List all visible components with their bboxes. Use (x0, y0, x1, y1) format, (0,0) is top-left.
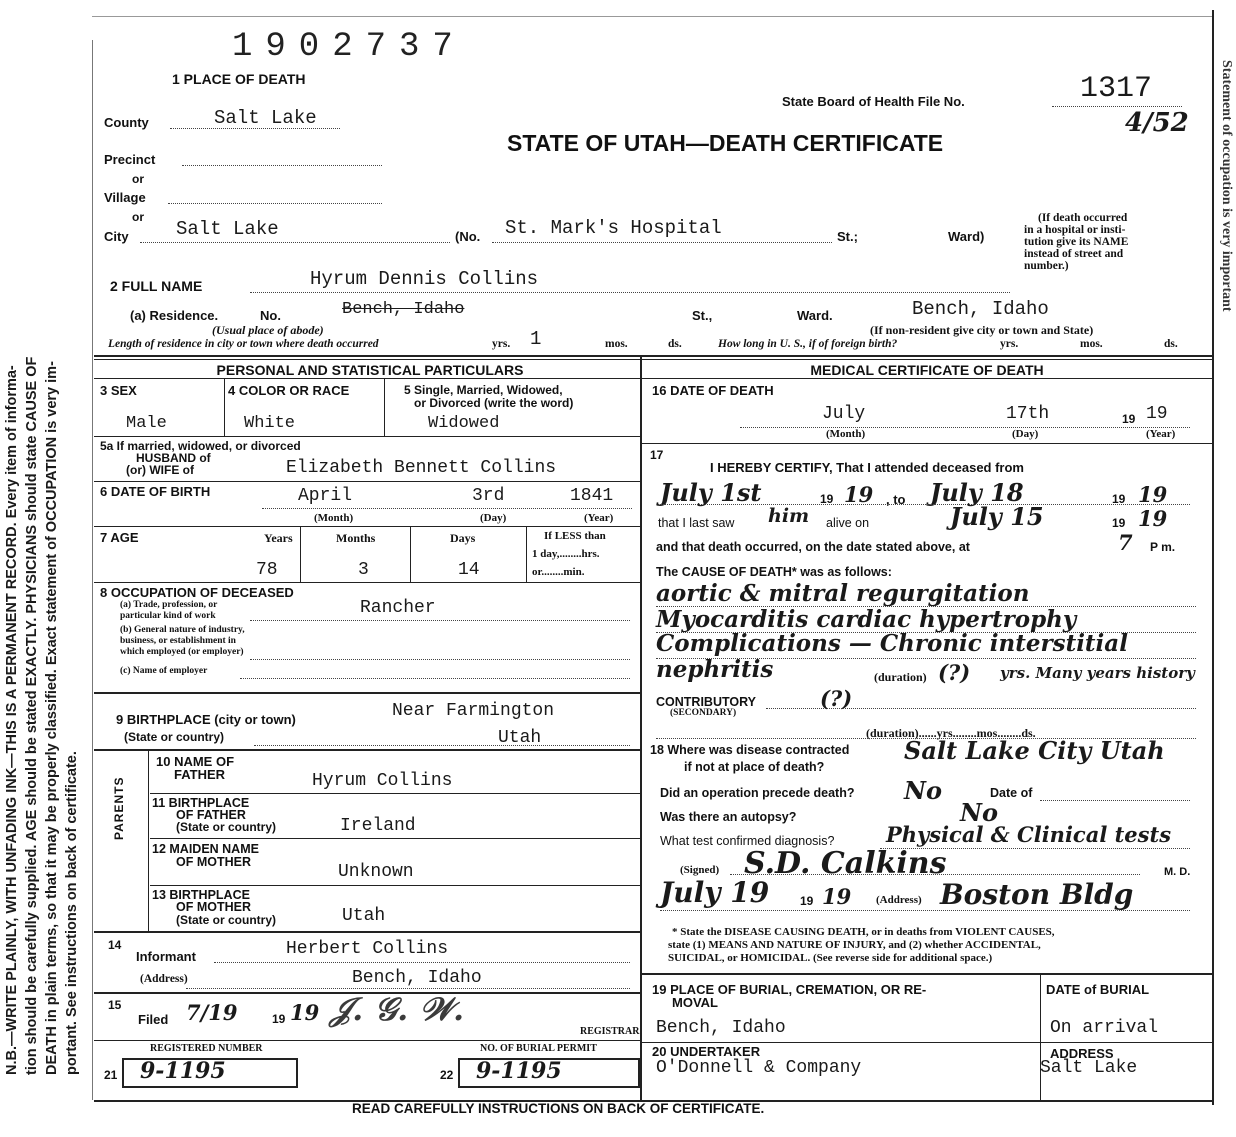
contracted-label-2: if not at place of death? (684, 760, 825, 774)
age-days-label: Days (450, 531, 476, 545)
us-mos-label: mos. (1080, 338, 1103, 350)
length-mos-label: mos. (605, 338, 628, 350)
contributory-value: (?) (820, 686, 853, 711)
full-name-label: 2 FULL NAME (110, 278, 203, 294)
hospital-value: St. Mark's Hospital (505, 217, 722, 239)
age-days-value: 14 (458, 560, 480, 580)
file-no: 1317 (1080, 72, 1153, 106)
county-label: County (104, 115, 149, 130)
burial-place-value: Bench, Idaho (656, 1018, 786, 1038)
informant-address-label: (Address) (140, 973, 188, 985)
city-label: City (104, 229, 129, 244)
informant-value: Herbert Collins (286, 939, 449, 959)
certify-number: 17 (650, 448, 664, 462)
sign-date-value: July 19 (660, 876, 770, 909)
burial-permit-prefix: 22 (440, 1068, 454, 1082)
death-hour-value: 7 (1118, 530, 1133, 555)
city-value: Salt Lake (176, 218, 279, 240)
street-no-label: (No. (455, 229, 481, 244)
or-label-1: or (132, 172, 144, 186)
death-day-value: 17th (1006, 404, 1050, 424)
father-birthplace-value: Ireland (340, 816, 416, 836)
mother-label-2: OF MOTHER (176, 855, 251, 869)
death-month-value: July (822, 404, 866, 424)
undertaker-address-label: ADDRESS (1050, 1046, 1114, 1061)
street-label: St.; (837, 229, 858, 244)
county-value: Salt Lake (214, 107, 317, 129)
age-years-value: 78 (256, 560, 278, 580)
margin-line-1: N.B.—WRITE PLAINLY, WITH UNFADING INK—THIS IS A PERMANENT RECORD. Every item of informa- (4, 365, 20, 1075)
margin-line-2: tion should be carefully supplied. AGE should be stated EXACTLY. PHYSICIANS should state CAUSE OF (24, 356, 40, 1075)
autopsy-value: No (960, 798, 998, 827)
us-ds-label: ds. (1164, 338, 1178, 350)
frame-left (92, 40, 93, 1100)
operation-value: No (904, 776, 942, 805)
occupation-value: Rancher (360, 598, 436, 618)
md-label: M. D. (1164, 866, 1191, 878)
cause-line-2: Myocarditis cardiac hypertrophy (656, 606, 1077, 633)
last-saw-value: July 15 (950, 502, 1044, 531)
spouse-value: Elizabeth Bennett Collins (286, 458, 557, 478)
footnote-line-1: * State the DISEASE CAUSING DEATH, or in deaths from VIOLENT CAUSES, (672, 926, 1055, 938)
length-residence-label: Length of residence in city or town where death occurred (108, 338, 379, 350)
race-value: White (244, 414, 296, 433)
burial-label-2: MOVAL (672, 995, 718, 1010)
dob-month-label: (Month) (314, 512, 354, 524)
last-saw-label: that I last saw (658, 516, 735, 530)
doctor-address-value: Boston Bldg (940, 878, 1134, 911)
date-of-label: Date of (990, 786, 1033, 800)
or-label-2: or (132, 210, 144, 224)
duration-2-label: (duration)......yrs........mos........ds. (866, 726, 1036, 740)
cause-label: The CAUSE OF DEATH* was as follows: (656, 565, 892, 579)
age-years-label: Years (264, 531, 293, 545)
full-name-value: Hyrum Dennis Collins (310, 268, 539, 290)
father-birthplace-label-1: 11 BIRTHPLACE (152, 796, 250, 810)
to-year-value: 19 (1138, 482, 1168, 507)
age-months-label: Months (336, 531, 376, 545)
occurred-label: and that death occurred, on the date stated above, at (656, 540, 970, 554)
duration-value: (?) (938, 660, 971, 685)
mother-birthplace-label-2: OF MOTHER (176, 900, 251, 914)
death-year-label: (Year) (1146, 428, 1176, 440)
burial-label-1: 19 PLACE OF BURIAL, CREMATION, OR RE- (652, 982, 927, 997)
signed-label: (Signed) (680, 864, 720, 876)
marital-value: Widowed (428, 414, 500, 433)
age-months-value: 3 (358, 560, 369, 580)
informant-label: Informant (136, 949, 196, 964)
attended-to-value: July 18 (930, 478, 1024, 507)
informant-number: 14 (108, 938, 122, 952)
informant-address-value: Bench, Idaho (352, 968, 482, 988)
filed-year-label: 19 (272, 1012, 286, 1026)
signed-value: S.D. Calkins (744, 846, 947, 881)
filed-label: Filed (138, 1012, 169, 1027)
margin-line-4: portant. See instructions on back of certificate. (64, 751, 80, 1075)
length-yrs-label: yrs. (492, 338, 511, 350)
burial-date-label: DATE of BURIAL (1046, 982, 1150, 997)
birthplace-label: 9 BIRTHPLACE (city or town) (116, 712, 296, 727)
margin-line-3: DEATH in plain terms, so that it may be properly classified. Exact statement of OCCUPATION is very im- (44, 361, 60, 1075)
dob-month-value: April (298, 486, 353, 506)
file-no-extra: 4/52 (1125, 108, 1189, 138)
mother-value: Unknown (338, 862, 414, 882)
age-less-label-3: or........min. (532, 566, 585, 578)
us-yrs-label: yrs. (1000, 338, 1019, 350)
sign-year-prefix: 19 (800, 894, 814, 908)
undertaker-label: 20 UNDERTAKER (652, 1044, 761, 1059)
birthplace-state-value: Utah (498, 728, 542, 748)
contributory-label: CONTRIBUTORY (656, 695, 756, 709)
saw-year-prefix: 19 (1112, 516, 1126, 530)
length-ds-label: ds. (668, 338, 682, 350)
marital-label-2: or Divorced (write the word) (414, 396, 574, 410)
dob-day-label: (Day) (480, 512, 507, 524)
test-value: Physical & Clinical tests (886, 822, 1172, 847)
attended-from-value: July 1st (660, 478, 762, 507)
spouse-label-3: (or) WIFE of (126, 463, 194, 477)
registered-number-label: REGISTERED NUMBER (150, 1043, 263, 1054)
death-year-value: 19 (1146, 404, 1168, 424)
footer-instructions: READ CAREFULLY INSTRUCTIONS ON BACK OF CERTIFICATE. (352, 1101, 765, 1116)
mother-birthplace-value: Utah (342, 906, 386, 926)
operation-label: Did an operation precede death? (660, 786, 855, 800)
burial-date-value: On arrival (1050, 1018, 1159, 1038)
occupation-label: 8 OCCUPATION OF DECEASED (100, 585, 294, 600)
birthplace-state-label: (State or country) (124, 730, 225, 744)
occ-c-label: (c) Name of employer (120, 666, 208, 676)
occ-b-label-1: (b) General nature of industry, (120, 625, 245, 635)
footnote-line-3: SUICIDAL, or HOMICIDAL. (See reverse side for additional space.) (668, 952, 993, 964)
residence-label: (a) Residence. (130, 308, 219, 323)
sign-year-value: 19 (822, 884, 852, 909)
father-birthplace-label-3: (State or country) (176, 820, 277, 834)
residence-ward-label: Ward. (797, 308, 833, 323)
father-label-1: 10 NAME OF (156, 754, 235, 769)
sex-label: 3 SEX (100, 383, 137, 398)
burial-permit-label: NO. OF BURIAL PERMIT (480, 1043, 597, 1054)
father-label-2: FATHER (174, 767, 226, 782)
registered-number-prefix: 21 (104, 1068, 118, 1082)
test-label: What test confirmed diagnosis? (660, 834, 835, 848)
date-of-death-label: 16 DATE OF DEATH (652, 383, 774, 398)
dob-year-label: (Year) (584, 512, 614, 524)
cause-line-3: Complications — Chronic interstitial (656, 630, 1128, 657)
residence-struck-value: Bench, Idaho (342, 300, 465, 319)
usual-abode-label: (Usual place of abode) (212, 323, 324, 337)
mother-birthplace-label-3: (State or country) (176, 913, 277, 927)
death-month-label: (Month) (826, 428, 866, 440)
age-less-label-2: 1 day,........hrs. (532, 548, 600, 560)
secondary-label: (SECONDARY) (670, 708, 737, 718)
marital-label-1: 5 Single, Married, Widowed, (404, 383, 563, 397)
hospital-note: (If death occurred in a hospital or insti- tution give its NAME instead of street and number.) (1024, 212, 1129, 272)
top-number: 1902737 (232, 28, 466, 66)
cause-line-4: nephritis (656, 656, 774, 683)
us-length-label: How long in U. S., if of foreign birth? (718, 338, 898, 350)
death-year-prefix: 19 (1122, 412, 1136, 426)
personal-header: PERSONAL AND STATISTICAL PARTICULARS (216, 362, 524, 378)
frame-right (1212, 10, 1214, 1105)
burial-permit-value: 9-1195 (476, 1058, 562, 1084)
contracted-label-1: 18 Where was disease contracted (650, 743, 850, 757)
occ-a-label-1: (a) Trade, profession, or (120, 600, 218, 610)
frame-top (92, 16, 1212, 17)
contracted-value: Salt Lake City Utah (904, 736, 1165, 765)
saw-year-value: 19 (1138, 506, 1168, 531)
father-birthplace-label-2: OF FATHER (176, 808, 246, 822)
age-less-label-1: If LESS than (544, 530, 606, 542)
dob-label: 6 DATE OF BIRTH (100, 484, 211, 499)
medical-header: MEDICAL CERTIFICATE OF DEATH (810, 362, 1044, 378)
nonresident-label: (If non-resident give city or town and State) (870, 323, 1094, 337)
footnote-line-2: state (1) MEANS AND NATURE OF INJURY, and (2) whether ACCIDENTAL, (668, 939, 1041, 951)
death-day-label: (Day) (1012, 428, 1039, 440)
occ-a-label-2: particular kind of work (120, 611, 216, 621)
residence-street-label: St., (692, 308, 713, 323)
sex-value: Male (126, 414, 167, 433)
dob-year-value: 1841 (570, 486, 614, 506)
center-divider (640, 356, 642, 1101)
precinct-label: Precinct (104, 152, 156, 167)
duration-label: (duration) (874, 670, 927, 684)
certify-text: I HEREBY CERTIFY, That I attended deceased from (710, 460, 1024, 475)
dob-day-value: 3rd (472, 486, 505, 506)
from-year-prefix: 19 (820, 492, 834, 506)
file-no-label: State Board of Health File No. (782, 94, 965, 109)
village-label: Village (104, 190, 146, 205)
duration-note: yrs. Many years history (1000, 664, 1195, 682)
alive-label: alive on (826, 516, 870, 530)
cause-line-1: aortic & mitral regurgitation (656, 580, 1030, 607)
birthplace-city-value: Near Farmington (392, 701, 555, 721)
father-value: Hyrum Collins (312, 771, 453, 791)
mother-birthplace-label-1: 13 BIRTHPLACE (152, 888, 250, 902)
right-margin-text: Statement of occupation is very important (1219, 60, 1234, 312)
age-label: 7 AGE (100, 530, 139, 545)
pm-label: P m. (1150, 540, 1176, 554)
doctor-address-label: (Address) (876, 894, 922, 906)
undertaker-address-value: Salt Lake (1040, 1058, 1138, 1078)
occ-b-label-3: which employed (or employer) (120, 647, 244, 657)
place-of-death-header: 1 PLACE OF DEATH (172, 71, 306, 87)
residence-no-label: No. (260, 308, 281, 323)
undertaker-value: O'Donnell & Company (656, 1058, 862, 1078)
spouse-label-2: HUSBAND of (136, 451, 211, 465)
parents-label: PARENTS (112, 776, 126, 840)
spouse-label-1: 5a If married, widowed, or divorced (100, 439, 301, 453)
document-title: STATE OF UTAH—DEATH CERTIFICATE (507, 130, 944, 156)
registrar-signature: 𝒥. 𝒢. 𝒲. (330, 990, 465, 1028)
registered-number-value: 9-1195 (140, 1058, 226, 1084)
registrar-label: REGISTRAR (580, 1026, 640, 1037)
filed-number: 15 (108, 998, 122, 1012)
last-saw-him: him (768, 505, 810, 527)
autopsy-label: Was there an autopsy? (660, 810, 797, 824)
to-year-prefix: 19 (1112, 492, 1126, 506)
race-label: 4 COLOR OR RACE (228, 383, 350, 398)
ward-label: Ward) (948, 229, 985, 244)
from-year-value: 19 (844, 482, 874, 507)
mother-label-1: 12 MAIDEN NAME (152, 842, 259, 856)
filed-date-value: 7/19 (186, 1000, 238, 1025)
filed-year-value: 19 (290, 1000, 320, 1025)
residence-ward-value: Bench, Idaho (912, 298, 1049, 320)
to-label: , to (886, 492, 906, 507)
occ-b-label-2: business, or establishment in (120, 636, 236, 646)
length-months-value: 1 (530, 328, 542, 350)
